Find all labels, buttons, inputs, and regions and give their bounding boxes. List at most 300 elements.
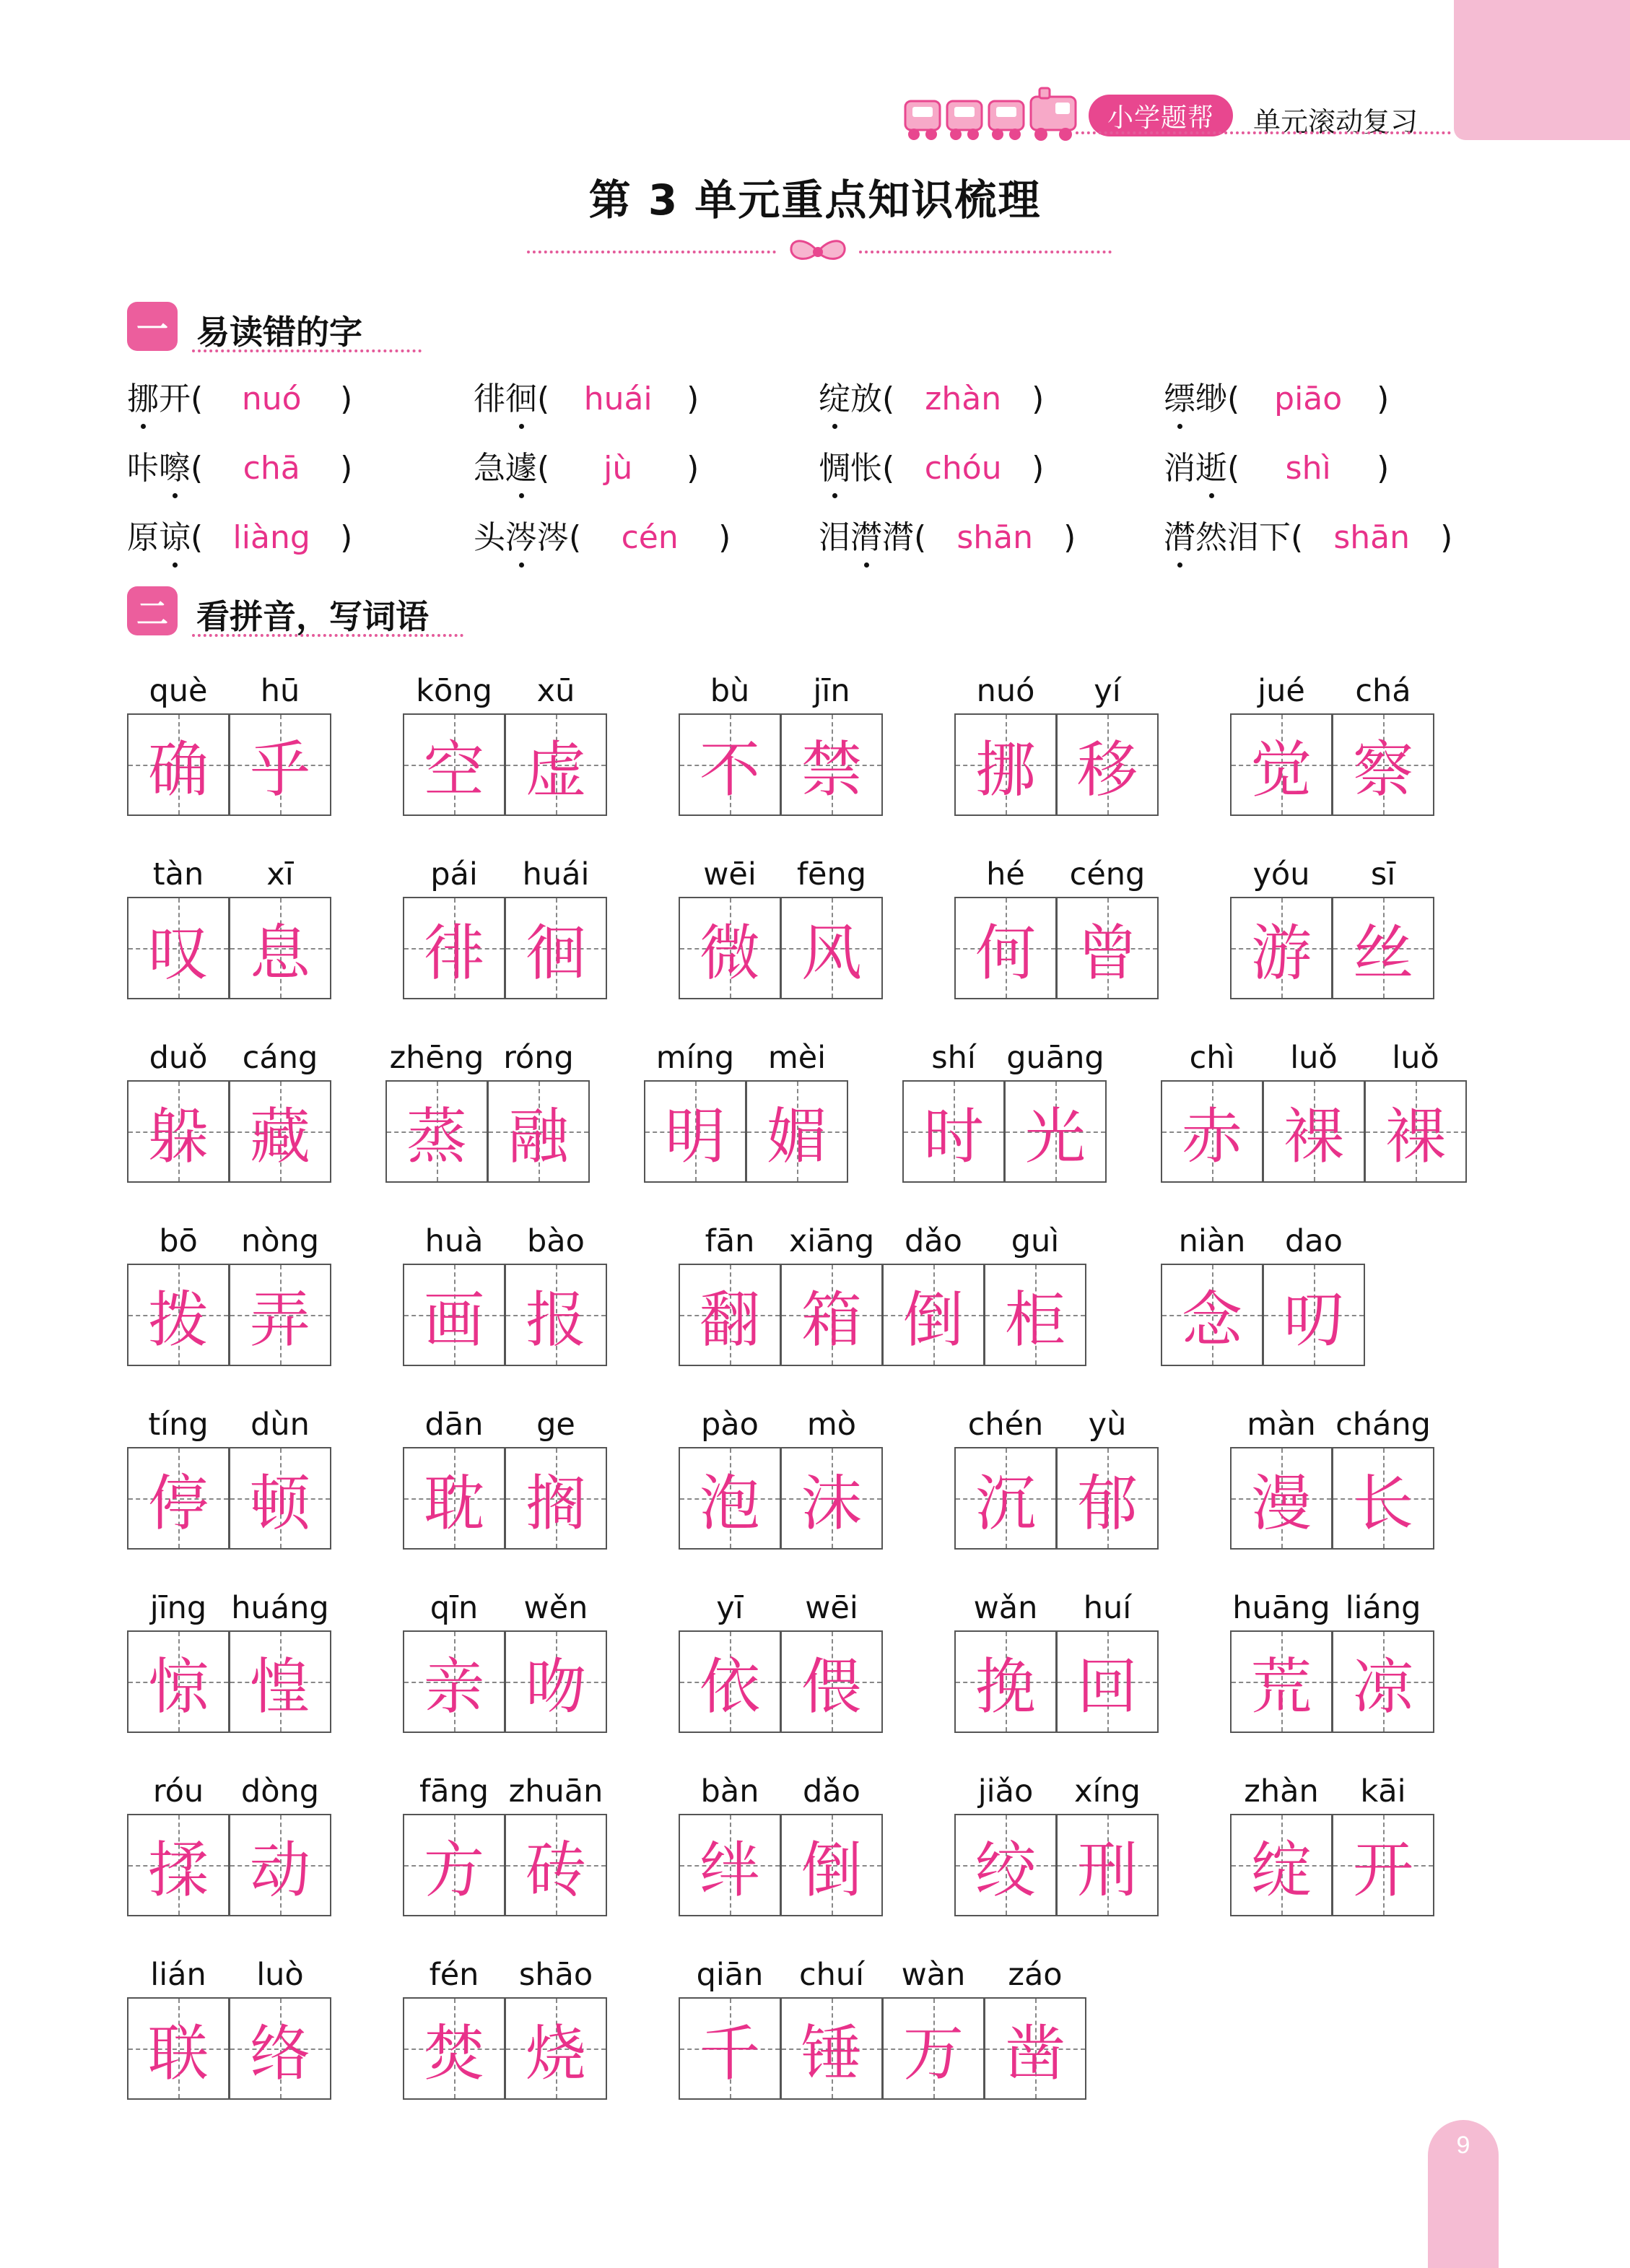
- pinyin-label: luò: [256, 1957, 304, 1993]
- paren-close: ): [687, 450, 699, 487]
- pinyin-answer: zhàn: [925, 381, 1002, 417]
- paren-open: (: [191, 450, 204, 487]
- character-answer: 绽: [1250, 1834, 1312, 1906]
- character-answer: 千: [699, 2017, 760, 2089]
- paren-close: ): [340, 381, 353, 417]
- tianzige-box: [954, 713, 1057, 816]
- tianzige-box: [780, 897, 883, 999]
- pinyin-label: jué: [1258, 673, 1305, 709]
- character-answer: 时: [923, 1100, 984, 1172]
- paren-open: (: [191, 381, 204, 417]
- page-title: 第 3 单元重点知识梳理: [588, 175, 1042, 225]
- tianzige-box: [954, 1447, 1057, 1550]
- character-answer: 觉: [1250, 734, 1312, 805]
- tianzige-box: [403, 1814, 505, 1916]
- emphasis-dot: [1177, 562, 1182, 568]
- tianzige-box: [1056, 1630, 1159, 1733]
- pinyin-label: mò: [806, 1407, 857, 1443]
- pinyin-label: ge: [536, 1407, 575, 1443]
- tianzige-box: [403, 1630, 505, 1733]
- character-answer: 惶: [249, 1651, 310, 1722]
- pinyin-label: jīn: [813, 673, 850, 709]
- brand-badge: 小学题帮: [1089, 95, 1233, 136]
- paren-close: ): [1032, 450, 1045, 487]
- character-answer: 万: [902, 2017, 964, 2089]
- section-underline: [192, 634, 463, 637]
- page-number: 9: [1456, 2132, 1470, 2159]
- tianzige-box: [127, 1630, 230, 1733]
- emphasis-dot: [864, 562, 869, 568]
- character-answer: 凉: [1352, 1651, 1413, 1722]
- tianzige-box: [984, 1264, 1086, 1366]
- pinyin-label: míng: [655, 1040, 735, 1076]
- pinyin-label: yī: [716, 1590, 744, 1626]
- misread-word: 绽放: [819, 373, 882, 419]
- character-answer: 回: [1076, 1651, 1138, 1722]
- misread-item: [1164, 373, 1389, 416]
- paren-close: ): [1032, 381, 1045, 417]
- character-answer: 禁: [801, 734, 862, 805]
- pinyin-label: róu: [152, 1773, 204, 1809]
- character-answer: 绊: [699, 1834, 760, 1906]
- pinyin-label: wǎn: [973, 1590, 1038, 1626]
- pinyin-label: huáng: [231, 1590, 329, 1626]
- pinyin-label: chì: [1189, 1040, 1235, 1076]
- pinyin-label: zhuān: [508, 1773, 603, 1809]
- tianzige-box: [229, 713, 331, 816]
- tianzige-box: [385, 1080, 488, 1183]
- tianzige-box: [229, 897, 331, 999]
- pinyin-label: hé: [986, 856, 1025, 892]
- tianzige-box: [780, 1997, 883, 2100]
- tianzige-box: [1161, 1080, 1263, 1183]
- tianzige-box: [1230, 1814, 1333, 1916]
- character-answer: 藏: [249, 1100, 310, 1172]
- pinyin-label: qiān: [696, 1957, 764, 1993]
- misread-word: 潸然泪下: [1164, 511, 1291, 557]
- tianzige-box: [1263, 1264, 1365, 1366]
- pinyin-label: dùn: [250, 1407, 310, 1443]
- paren-open: (: [1291, 519, 1304, 556]
- pinyin-label: bō: [159, 1223, 198, 1259]
- tianzige-box: [127, 1264, 230, 1366]
- misread-word: 惆怅: [819, 442, 882, 488]
- header-section-label: 单元滚动复习: [1253, 106, 1418, 138]
- pinyin-answer: jù: [603, 450, 633, 487]
- tianzige-box: [403, 897, 505, 999]
- pinyin-label: nuó: [976, 673, 1035, 709]
- pinyin-label: dān: [424, 1407, 484, 1443]
- tianzige-box: [882, 1997, 985, 2100]
- character-answer: 停: [147, 1467, 209, 1539]
- emphasis-dot: [173, 562, 178, 568]
- character-answer: 画: [423, 1284, 484, 1355]
- character-answer: 沉: [975, 1467, 1036, 1539]
- pinyin-answer: shān: [956, 519, 1033, 556]
- misread-word: 缥缈: [1164, 373, 1227, 419]
- pinyin-label: hū: [260, 673, 300, 709]
- tianzige-box: [780, 1814, 883, 1916]
- pinyin-label: xū: [536, 673, 575, 709]
- section-badge: 一: [127, 302, 178, 351]
- paren-open: (: [914, 519, 927, 556]
- character-answer: 揉: [147, 1834, 209, 1906]
- tianzige-box: [1332, 1814, 1434, 1916]
- tianzige-box: [954, 1630, 1057, 1733]
- tianzige-box: [229, 1447, 331, 1550]
- title-decoration: [527, 235, 1112, 271]
- pinyin-label: què: [149, 673, 208, 709]
- pinyin-label: luǒ: [1290, 1040, 1338, 1076]
- character-answer: 长: [1352, 1467, 1413, 1539]
- pinyin-label: pào: [701, 1407, 759, 1443]
- character-answer: 凿: [1004, 2017, 1065, 2089]
- pinyin-answer: chā: [243, 450, 300, 487]
- tianzige-box: [505, 897, 607, 999]
- pinyin-label: huí: [1083, 1590, 1132, 1626]
- tianzige-box: [780, 1447, 883, 1550]
- train-icon: [902, 85, 1081, 144]
- character-answer: 空: [423, 734, 484, 805]
- pinyin-label: qīn: [430, 1590, 479, 1626]
- character-answer: 锤: [801, 2017, 862, 2089]
- tianzige-box: [954, 897, 1057, 999]
- paren-close: ): [1440, 519, 1453, 556]
- character-answer: 蒸: [406, 1100, 467, 1172]
- misread-item: [474, 373, 699, 416]
- tianzige-box: [1056, 897, 1159, 999]
- character-answer: 风: [801, 917, 862, 989]
- misread-word: 头涔涔: [474, 511, 569, 557]
- character-answer: 裸: [1283, 1100, 1344, 1172]
- character-answer: 翻: [699, 1284, 760, 1355]
- character-answer: 郁: [1076, 1467, 1138, 1539]
- character-answer: 箱: [801, 1284, 862, 1355]
- tianzige-box: [505, 1814, 607, 1916]
- misread-item: [127, 442, 352, 485]
- character-answer: 偎: [801, 1651, 862, 1722]
- paren-open: (: [882, 381, 895, 417]
- character-answer: 挪: [975, 734, 1036, 805]
- tianzige-box: [679, 1447, 781, 1550]
- pinyin-answer: shì: [1285, 450, 1331, 487]
- paren-open: (: [537, 450, 550, 487]
- character-answer: 拨: [147, 1284, 209, 1355]
- paren-close: ): [340, 450, 353, 487]
- pinyin-label: shāo: [518, 1957, 593, 1993]
- header-divider: [1076, 131, 1451, 134]
- pinyin-label: wēi: [805, 1590, 858, 1626]
- pinyin-label: zhàn: [1244, 1773, 1319, 1809]
- pinyin-label: liáng: [1345, 1590, 1421, 1626]
- character-answer: 焚: [423, 2017, 484, 2089]
- misread-item: [1164, 442, 1389, 485]
- paren-close: ): [1377, 450, 1390, 487]
- tianzige-box: [229, 1080, 331, 1183]
- pinyin-label: lián: [150, 1957, 206, 1993]
- misread-word: 咔嚓: [127, 442, 191, 488]
- tianzige-box: [1004, 1080, 1107, 1183]
- tianzige-box: [505, 1630, 607, 1733]
- character-answer: 泡: [699, 1467, 760, 1539]
- tianzige-box: [505, 1997, 607, 2100]
- tianzige-box: [505, 713, 607, 816]
- character-answer: 吻: [525, 1651, 586, 1722]
- tianzige-box: [403, 1447, 505, 1550]
- character-answer: 何: [975, 917, 1036, 989]
- pinyin-answer: huái: [583, 381, 653, 417]
- tianzige-box: [1230, 897, 1333, 999]
- paren-open: (: [1227, 450, 1240, 487]
- pinyin-label: chuí: [798, 1957, 865, 1993]
- tianzige-box: [487, 1080, 590, 1183]
- paren-close: ): [687, 381, 699, 417]
- paren-open: (: [569, 519, 582, 556]
- section-underline: [192, 349, 422, 352]
- character-answer: 裸: [1385, 1100, 1446, 1172]
- pinyin-label: róng: [503, 1040, 574, 1076]
- tianzige-box: [679, 1997, 781, 2100]
- pinyin-label: bù: [710, 673, 750, 709]
- character-answer: 明: [664, 1100, 725, 1172]
- tianzige-box: [1230, 1630, 1333, 1733]
- emphasis-dot: [832, 424, 837, 429]
- character-answer: 倒: [902, 1284, 964, 1355]
- pinyin-label: luǒ: [1392, 1040, 1439, 1076]
- pinyin-label: fāng: [419, 1773, 489, 1809]
- page-number-tab: [1428, 2120, 1499, 2268]
- misread-word: 徘徊: [474, 373, 537, 419]
- tianzige-box: [127, 1997, 230, 2100]
- emphasis-dot: [519, 424, 524, 429]
- tianzige-box: [127, 1447, 230, 1550]
- tianzige-box: [679, 1264, 781, 1366]
- character-answer: 察: [1352, 734, 1413, 805]
- paren-close: ): [1377, 381, 1390, 417]
- character-answer: 络: [249, 2017, 310, 2089]
- pinyin-label: bào: [527, 1223, 585, 1259]
- character-answer: 徊: [525, 917, 586, 989]
- character-answer: 赤: [1181, 1100, 1242, 1172]
- character-answer: 不: [699, 734, 760, 805]
- pinyin-label: nòng: [240, 1223, 320, 1259]
- pinyin-label: céng: [1069, 856, 1146, 892]
- tianzige-box: [127, 897, 230, 999]
- emphasis-dot: [519, 562, 524, 568]
- pinyin-label: chén: [967, 1407, 1044, 1443]
- emphasis-dot: [519, 493, 524, 498]
- tianzige-box: [1364, 1080, 1467, 1183]
- tianzige-box: [1332, 713, 1434, 816]
- character-answer: 砖: [525, 1834, 586, 1906]
- character-answer: 联: [147, 2017, 209, 2089]
- section-badge: 二: [127, 586, 178, 635]
- emphasis-dot: [832, 493, 837, 498]
- tianzige-box: [403, 713, 505, 816]
- tianzige-box: [1056, 1814, 1159, 1916]
- tianzige-box: [229, 1264, 331, 1366]
- pinyin-label: yù: [1088, 1407, 1127, 1443]
- misread-item: [1164, 511, 1452, 555]
- tianzige-box: [679, 1814, 781, 1916]
- character-answer: 倒: [801, 1834, 862, 1906]
- tianzige-box: [1056, 1447, 1159, 1550]
- tianzige-box: [644, 1080, 746, 1183]
- pinyin-label: niàn: [1178, 1223, 1246, 1259]
- pinyin-label: xíng: [1074, 1773, 1141, 1809]
- tianzige-box: [229, 1814, 331, 1916]
- character-answer: 沫: [801, 1467, 862, 1539]
- character-answer: 顿: [249, 1467, 310, 1539]
- pinyin-label: wàn: [901, 1957, 966, 1993]
- paren-open: (: [1227, 381, 1240, 417]
- character-answer: 叹: [147, 917, 209, 989]
- pinyin-label: kōng: [416, 673, 492, 709]
- character-answer: 微: [699, 917, 760, 989]
- character-answer: 躲: [147, 1100, 209, 1172]
- pinyin-label: xiāng: [788, 1223, 875, 1259]
- pinyin-label: fén: [429, 1957, 479, 1993]
- pinyin-label: fēng: [796, 856, 867, 892]
- character-answer: 光: [1024, 1100, 1086, 1172]
- pinyin-label: dòng: [240, 1773, 320, 1809]
- pinyin-label: fān: [705, 1223, 755, 1259]
- tianzige-box: [403, 1997, 505, 2100]
- character-answer: 亲: [423, 1651, 484, 1722]
- tianzige-box: [229, 1997, 331, 2100]
- emphasis-dot: [1177, 424, 1182, 429]
- pinyin-label: huà: [424, 1223, 484, 1259]
- tianzige-box: [780, 713, 883, 816]
- pinyin-label: mèi: [767, 1040, 827, 1076]
- pinyin-label: tíng: [148, 1407, 209, 1443]
- character-answer: 报: [525, 1284, 586, 1355]
- tianzige-box: [229, 1630, 331, 1733]
- character-answer: 方: [423, 1834, 484, 1906]
- character-answer: 念: [1181, 1284, 1242, 1355]
- character-answer: 移: [1076, 734, 1138, 805]
- pinyin-label: bàn: [700, 1773, 759, 1809]
- pinyin-label: duǒ: [149, 1040, 208, 1076]
- pinyin-answer: piāo: [1274, 381, 1343, 417]
- corner-tab: [1454, 0, 1630, 140]
- character-answer: 耽: [423, 1467, 484, 1539]
- section-title: 看拼音，写词语: [196, 597, 429, 636]
- pinyin-answer: cén: [621, 519, 679, 556]
- character-answer: 媚: [766, 1100, 827, 1172]
- misread-word: 挪开: [127, 373, 191, 419]
- pinyin-label: kāi: [1360, 1773, 1406, 1809]
- character-answer: 确: [147, 734, 209, 805]
- tianzige-box: [127, 713, 230, 816]
- pinyin-label: dao: [1285, 1223, 1343, 1259]
- tianzige-box: [679, 1630, 781, 1733]
- tianzige-box: [1332, 897, 1434, 999]
- misread-word: 急遽: [474, 442, 537, 488]
- character-answer: 徘: [423, 917, 484, 989]
- pinyin-label: màn: [1247, 1407, 1316, 1443]
- character-answer: 乎: [249, 734, 310, 805]
- pinyin-label: guì: [1011, 1223, 1060, 1259]
- tianzige-box: [127, 1814, 230, 1916]
- tianzige-box: [882, 1264, 985, 1366]
- pinyin-answer: liàng: [232, 519, 310, 556]
- character-answer: 虚: [525, 734, 586, 805]
- pinyin-label: zhēng: [389, 1040, 484, 1076]
- pinyin-label: jiǎo: [977, 1773, 1034, 1809]
- tianzige-box: [679, 897, 781, 999]
- pinyin-label: huāng: [1232, 1590, 1330, 1626]
- tianzige-box: [505, 1447, 607, 1550]
- emphasis-dot: [173, 493, 178, 498]
- misread-item: [819, 373, 1044, 416]
- character-answer: 开: [1352, 1834, 1413, 1906]
- tianzige-box: [1056, 713, 1159, 816]
- tianzige-box: [1332, 1630, 1434, 1733]
- emphasis-dot: [1209, 493, 1214, 498]
- character-answer: 依: [699, 1651, 760, 1722]
- misread-item: [127, 373, 352, 416]
- pinyin-label: dǎo: [803, 1773, 860, 1809]
- paren-open: (: [191, 519, 204, 556]
- pinyin-label: cáng: [242, 1040, 318, 1076]
- character-answer: 漫: [1250, 1467, 1312, 1539]
- pinyin-label: jīng: [149, 1590, 207, 1626]
- character-answer: 惊: [147, 1651, 209, 1722]
- tianzige-box: [127, 1080, 230, 1183]
- pinyin-label: tàn: [152, 856, 204, 892]
- pinyin-label: yóu: [1252, 856, 1310, 892]
- character-answer: 叨: [1283, 1284, 1344, 1355]
- misread-item: [127, 511, 352, 555]
- tianzige-box: [505, 1264, 607, 1366]
- tianzige-box: [1332, 1447, 1434, 1550]
- pinyin-label: yí: [1094, 673, 1121, 709]
- misread-word: 消逝: [1164, 442, 1227, 488]
- section-title: 易读错的字: [196, 313, 362, 352]
- character-answer: 荒: [1250, 1651, 1312, 1722]
- misread-item: [819, 511, 1076, 555]
- pinyin-label: cháng: [1335, 1407, 1431, 1443]
- pinyin-answer: shān: [1333, 519, 1410, 556]
- tianzige-box: [1263, 1080, 1365, 1183]
- character-answer: 游: [1250, 917, 1312, 989]
- character-answer: 挽: [975, 1651, 1036, 1722]
- tianzige-box: [780, 1264, 883, 1366]
- misread-word: 原谅: [127, 511, 191, 557]
- character-answer: 刑: [1076, 1834, 1138, 1906]
- pinyin-label: guāng: [1006, 1040, 1104, 1076]
- tianzige-box: [1230, 1447, 1333, 1550]
- tianzige-box: [1161, 1264, 1263, 1366]
- paren-open: (: [537, 381, 550, 417]
- tianzige-box: [746, 1080, 848, 1183]
- character-answer: 融: [507, 1100, 569, 1172]
- character-answer: 弄: [249, 1284, 310, 1355]
- character-answer: 丝: [1352, 917, 1413, 989]
- misread-item: [474, 442, 699, 485]
- character-answer: 曾: [1076, 917, 1138, 989]
- pinyin-label: wēi: [703, 856, 757, 892]
- character-answer: 柜: [1004, 1284, 1065, 1355]
- tianzige-box: [902, 1080, 1005, 1183]
- paren-open: (: [882, 450, 895, 487]
- character-answer: 搁: [525, 1467, 586, 1539]
- paren-close: ): [340, 519, 353, 556]
- tianzige-box: [403, 1264, 505, 1366]
- pinyin-label: záo: [1008, 1957, 1063, 1993]
- tianzige-box: [1230, 713, 1333, 816]
